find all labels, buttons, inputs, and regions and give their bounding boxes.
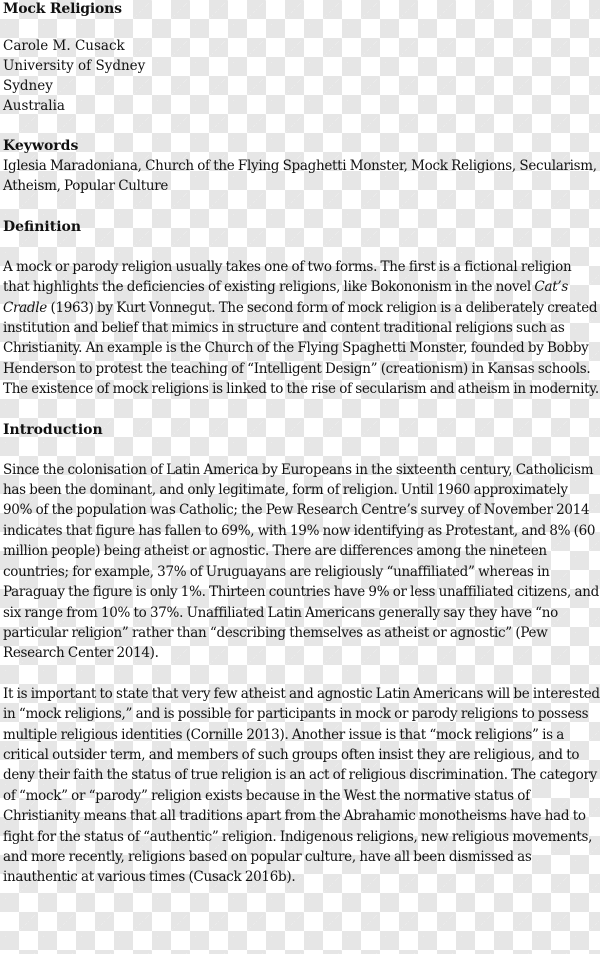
author-city: Sydney: [3, 78, 53, 94]
definition-text-part1: A mock or parody religion usually takes one of two forms. The first is a fictional religion that highlights the deficiencies of existing religions, like Bokononism in the novel: [3, 258, 572, 296]
author-block: [3, 36, 600, 116]
keywords-text: Iglesia Maradoniana, Church of the Flying Spaghetti Monster, Mock Religions, Secularism, Atheism, Popular Culture: [3, 158, 597, 195]
document-title: Mock Religions: [3, 1, 122, 17]
introduction-heading: Introduction: [3, 421, 103, 438]
definition-paragraph: [3, 257, 600, 400]
author-country: Australia: [3, 98, 65, 114]
author-affiliation: University of Sydney: [3, 58, 146, 74]
definition-text-part2: (1963) by Kurt Vonnegut. The second form of mock religion is a deliberately created institution and belief that mimics in structure and content traditional religions such as Christianity. An example is the Church of the Flying Spaghetti Monster, founded by Bobby Henderson to protest the teaching of “Intelligent Design” (creationism) in Kansas schools. The existence of mock religions is linked to the rise of secularism and atheism in modernity.: [3, 299, 599, 398]
introduction-paragraph-2: It is important to state that very few atheist and agnostic Latin Americans will be interested in “mock religions,” and is possible for participants in mock or parody religions to possess multiple religious identities (Cornille 2013). Another issue is that “mock religions” is a critical outsider term, and members of such groups often insist they are religious, and to deny their faith the status of true religion is an act of religious discrimination. The category of “mock” or “parody” religion exists because in the West the normative status of Christianity means that all traditions apart from the Abrahamic monotheisms have had to fight for the status of “authentic” religion. Indigenous religions, new religious movements, and more recently, religions based on popular culture, have all been dismissed as inauthentic at various times (Cusack 2016b).: [3, 685, 600, 886]
definition-heading: Definition: [3, 218, 82, 235]
introduction-paragraph-1: Since the colonisation of Latin America by Europeans in the sixteenth century, Catholicism has been the dominant, and only legitimate, form of religion. Until 1960 approximately 90% of the population was Catholic; the Pew Research Centre’s survey of November 2014 indicates that figure has fallen to 69%, with 19% now identifying as Protestant, and 8% (60 million people) being atheist or agnostic. There are differences among the nineteen countries; for example, 37% of Uruguayans are religiously “unaffiliated” whereas in Paraguay the figure is only 1%. Thirteen countries have 9% or less unaffiliated citizens, and six range from 10% to 37%. Unaffiliated Latin Americans generally say they have “no particular religion” rather than “describing themselves as atheist or agnostic” (Pew Research Center 2014).: [3, 461, 599, 662]
author-name: Carole M. Cusack: [3, 38, 125, 54]
definition-book-title: Cat’s Cradle: [3, 279, 568, 316]
keywords-heading: Keywords: [3, 138, 79, 154]
